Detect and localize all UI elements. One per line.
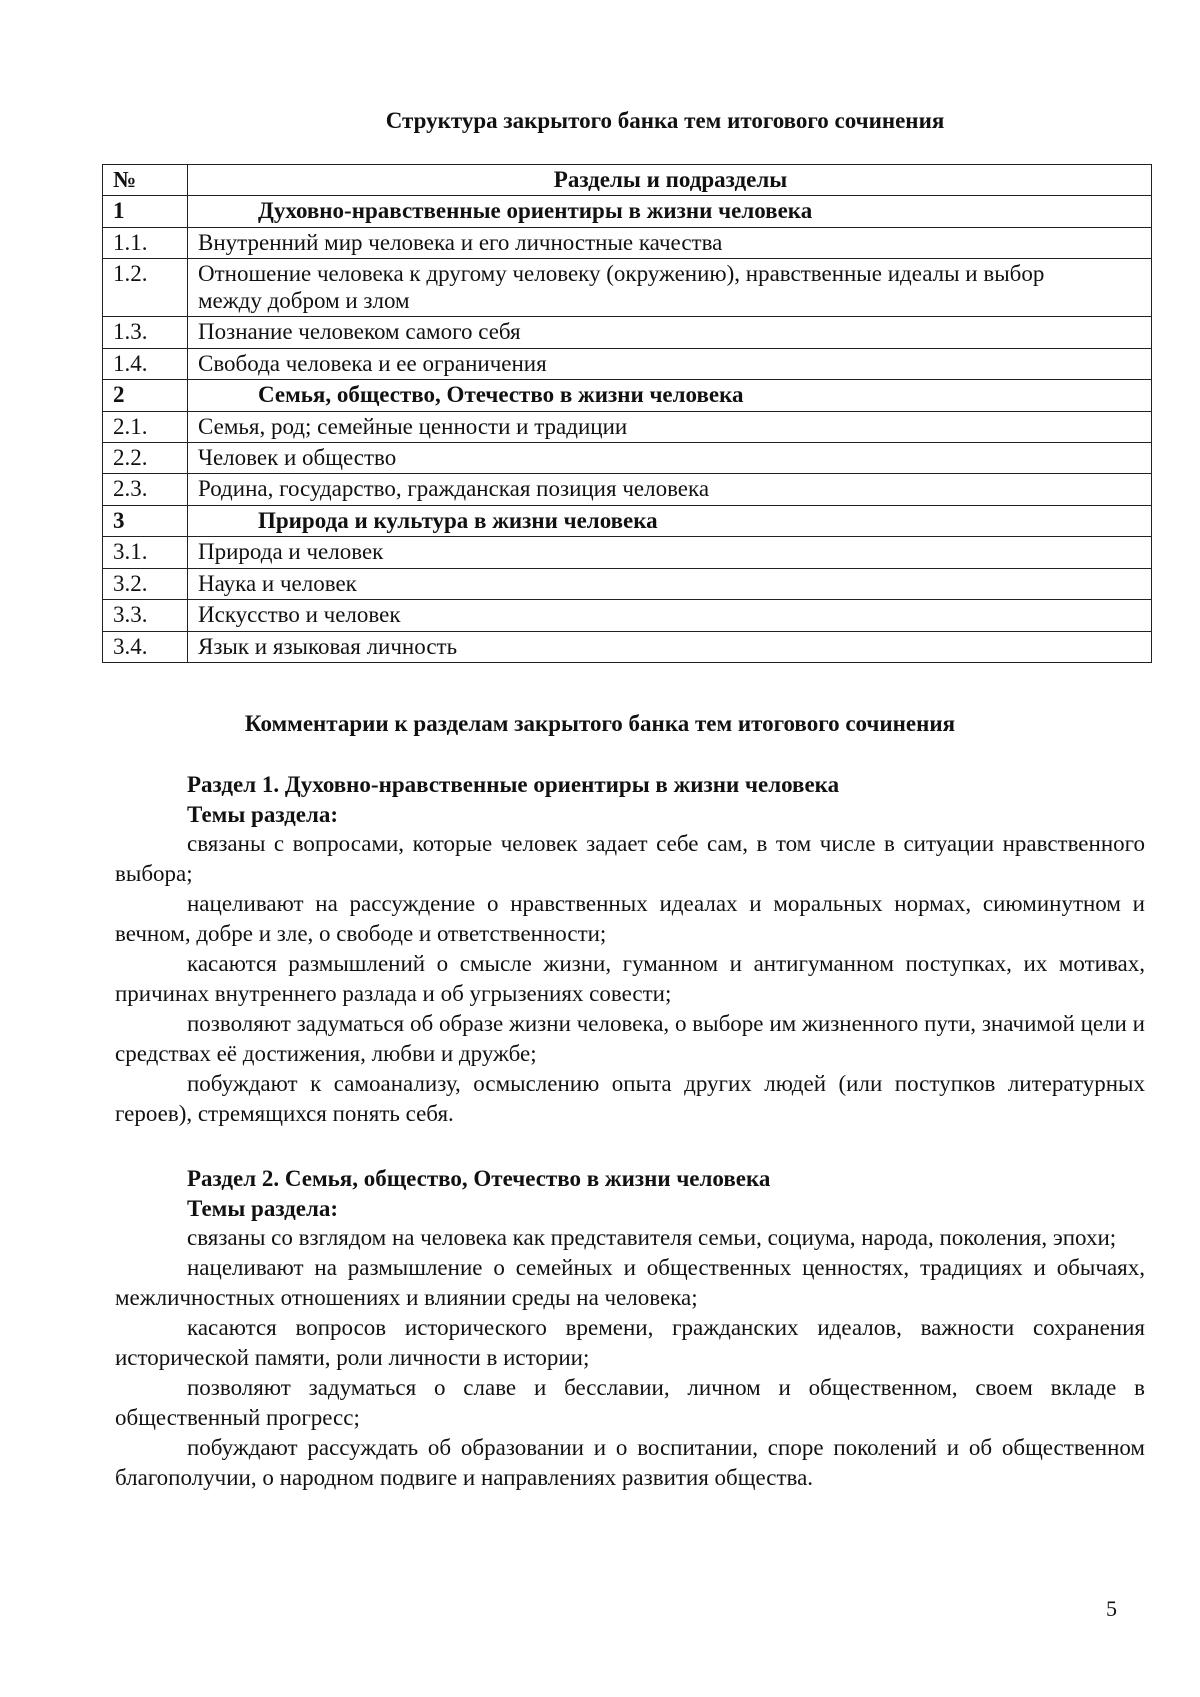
section-paragraph: позволяют задуматься об образе жизни человека, о выборе им жизненного пути, значимой цели и средствах её достижения, любви и дружбе; [115, 1011, 1145, 1066]
row-number: 1.1. [103, 227, 188, 258]
table-row [103, 631, 1152, 662]
row-number: 1.3. [103, 317, 188, 348]
row-number: 3.1. [103, 537, 188, 568]
section-paragraph: побуждают рассуждать об образовании и о воспитании, споре поколений и об общественном благополучии, о народном подвиге и направлениях развития общества. [115, 1435, 1145, 1490]
row-title: Природа и культура в жизни человека [188, 505, 1152, 536]
row-number: 2.3. [103, 474, 188, 505]
document-title: Структура закрытого банка тем итогового сочинения [385, 108, 945, 133]
section-paragraph: нацеливают на размышление о семейных и общественных ценностях, традициях и обычаях, межличностных отношениях и влиянии среды на человека; [115, 1255, 1145, 1310]
section-paragraph: касаются вопросов исторического времени, гражданских идеалов, важности сохранения исторической памяти, роли личности в истории; [115, 1315, 1145, 1370]
row-number: 1 [103, 196, 188, 227]
table-row [103, 348, 1152, 379]
section-paragraph: связаны с вопросами, которые человек задает себе сам, в том числе в ситуации нравственного выбора; [115, 831, 1145, 886]
table-row [103, 568, 1152, 599]
row-number: 2 [103, 380, 188, 411]
row-title: Язык и языковая личность [188, 631, 1152, 662]
header-title: Разделы и подразделы [188, 165, 1152, 196]
table-row [103, 380, 1152, 411]
table-row [103, 317, 1152, 348]
table-row [103, 196, 1152, 227]
row-title: Отношение человека к другому человеку (окружению), нравственные идеалы и выбор между добром и злом [188, 259, 1152, 317]
row-number: 1.2. [103, 259, 188, 317]
section-paragraph: нацеливают на рассуждение о нравственных идеалах и моральных нормах, сиюминутном и вечном, добре и зле, о свободе и ответственности; [115, 891, 1145, 946]
row-number: 2.1. [103, 411, 188, 442]
row-number: 3 [103, 505, 188, 536]
topics-table [102, 164, 1152, 663]
row-title: Свобода человека и ее ограничения [188, 348, 1152, 379]
row-title: Природа и человек [188, 537, 1152, 568]
row-title: Семья, общество, Отечество в жизни человека [188, 380, 1152, 411]
row-number: 1.4. [103, 348, 188, 379]
table-row [103, 227, 1152, 258]
row-title: Внутренний мир человека и его личностные качества [188, 227, 1152, 258]
row-title: Родина, государство, гражданская позиция человека [188, 474, 1152, 505]
section-subheading: Темы раздела: [187, 802, 339, 827]
section-paragraph: позволяют задуматься о славе и бесславии, личном и общественном, своем вкладе в общественный прогресс; [115, 1375, 1145, 1430]
table-row [103, 505, 1152, 536]
section-heading: Раздел 2. Семья, общество, Отечество в жизни человека [187, 1166, 771, 1191]
row-title: Духовно-нравственные ориентиры в жизни человека [188, 196, 1152, 227]
row-number: 3.2. [103, 568, 188, 599]
table-header-row [103, 165, 1152, 196]
row-title: Наука и человек [188, 568, 1152, 599]
section-paragraph: связаны со взглядом на человека как представителя семьи, социума, народа, поколения, эпохи; [187, 1225, 1117, 1250]
table-row [103, 411, 1152, 442]
comments-title: Комментарии к разделам закрытого банка тем итогового сочинения [244, 711, 956, 736]
table-row [103, 537, 1152, 568]
row-number: 2.2. [103, 442, 188, 473]
row-title: Человек и общество [188, 442, 1152, 473]
table-row [103, 259, 1152, 317]
page-number: 5 [1106, 1596, 1117, 1621]
section-paragraph: касаются размышлений о смысле жизни, гуманном и антигуманном поступках, их мотивах, причинах внутреннего разлада и об угрызениях совести; [115, 951, 1145, 1006]
row-number: 3.3. [103, 600, 188, 631]
header-number: № [103, 165, 188, 196]
section-subheading: Темы раздела: [187, 1196, 339, 1221]
row-title: Искусство и человек [188, 600, 1152, 631]
section-heading: Раздел 1. Духовно-нравственные ориентиры в жизни человека [187, 772, 840, 797]
table-row [103, 474, 1152, 505]
table-row [103, 442, 1152, 473]
section-paragraph: побуждают к самоанализу, осмыслению опыта других людей (или поступков литературных героев), стремящихся понять себя. [115, 1071, 1145, 1126]
section-1-comments [115, 769, 1145, 1129]
table-row [103, 600, 1152, 631]
section-2-comments [115, 1163, 1145, 1493]
row-title: Познание человеком самого себя [188, 317, 1152, 348]
row-title: Семья, род; семейные ценности и традиции [188, 411, 1152, 442]
row-number: 3.4. [103, 631, 188, 662]
